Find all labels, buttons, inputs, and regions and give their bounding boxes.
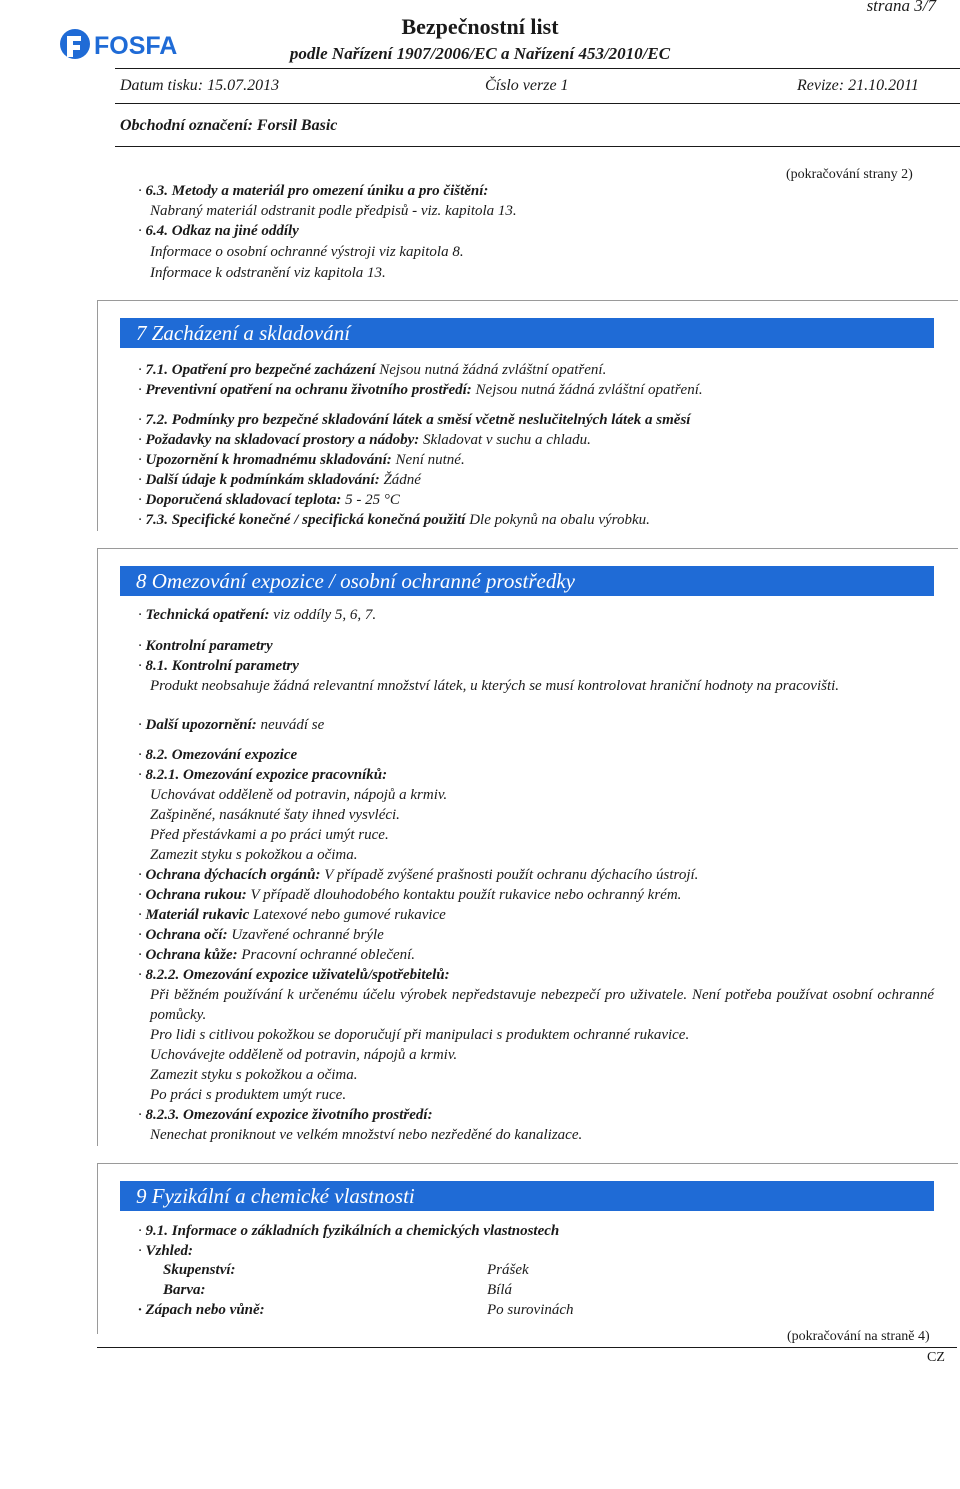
- s6-line-3: · 6.4. Odkaz na jiné oddíly: [138, 223, 299, 239]
- s8-line-5: · Další upozornění: neuvádí se: [138, 717, 325, 733]
- s8-line-9: Zašpiněné, nasáknuté šaty ihned vysvléci.: [150, 807, 400, 823]
- s6-line-5: Informace k odstranění viz kapitola 13.: [150, 265, 386, 281]
- section-9-title: 9 Fyzikální a chemické vlastnosti: [120, 1181, 934, 1211]
- s8-line-18: Při běžném používání k určenému účelu výrobek nepředstavuje nebezpečí pro uživatele. Není potřeba používat osobní ochranné pomůcky.: [150, 987, 934, 1023]
- s8-line-22: Po práci s produktem umýt ruce.: [150, 1087, 347, 1103]
- property-label-color: Barva:: [163, 1282, 206, 1298]
- section-7-title: 7 Zacházení a skladování: [120, 318, 934, 348]
- s7-line-6: · Další údaje k podmínkám skladování: Žádné: [138, 472, 421, 488]
- s8-line-16: · Ochrana kůže: Pracovní ochranné oblečení.: [138, 947, 416, 963]
- property-value-state: Prášek: [487, 1262, 529, 1278]
- s8-line-11: Zamezit styku s pokožkou a očima.: [150, 847, 358, 863]
- s9-line-1: · 9.1. Informace o základních fyzikálních a chemických vlastnostech: [138, 1223, 560, 1239]
- document-subtitle: podle Nařízení 1907/2006/EC a Nařízení 453/2010/EC: [289, 44, 671, 63]
- s7-line-2: · Preventivní opatření na ochranu životního prostředí: Nejsou nutná žádná zvláštní opatření.: [138, 382, 703, 398]
- s8-line-8: Uchovávat odděleně od potravin, nápojů a krmiv.: [150, 787, 448, 803]
- s8-line-13: · Ochrana rukou: V případě dlouhodobého kontaktu použít rukavice nebo ochranný krém.: [138, 887, 682, 903]
- s8-line-10: Před přestávkami a po práci umýt ruce.: [150, 827, 389, 843]
- s6-line-1: · 6.3. Metody a materiál pro omezení úniku a pro čištění:: [138, 183, 489, 199]
- page-number: strana 3/7: [866, 0, 936, 15]
- revision-date: Revize: 21.10.2011: [797, 77, 919, 94]
- document-title: Bezpečnostní list: [401, 14, 559, 39]
- section-8-title: 8 Omezování expozice / osobní ochranné prostředky: [120, 566, 934, 596]
- s8-line-2: · Kontrolní parametry: [138, 638, 273, 654]
- s8-line-1: · Technická opatření: viz oddíly 5, 6, 7.: [138, 607, 377, 623]
- s7-line-3: · 7.2. Podmínky pro bezpečné skladování látek a směsí včetně neslučitelných látek a směsí: [138, 412, 691, 428]
- logo-wordmark: FOSFA: [94, 32, 178, 60]
- trade-name: Obchodní označení: Forsil Basic: [120, 117, 338, 134]
- property-value-color: Bílá: [487, 1282, 512, 1298]
- s8-line-12: · Ochrana dýchacích orgánů: V případě zvýšené prašnosti použít ochranu dýchacího ústrojí.: [138, 867, 699, 883]
- s8-line-14: · Materiál rukavic Latexové nebo gumové rukavice: [138, 907, 446, 923]
- continued-from: (pokračování strany 2): [786, 167, 913, 182]
- s8-line-23: · 8.2.3. Omezování expozice životního prostředí:: [138, 1107, 433, 1123]
- s8-line-3: · 8.1. Kontrolní parametry: [138, 658, 299, 674]
- s7-line-7: · Doporučená skladovací teplota: 5 - 25 °C: [138, 492, 400, 508]
- s7-line-8: · 7.3. Specifické konečné / specifická konečná použití Dle pokynů na obalu výrobku.: [138, 512, 650, 528]
- s8-line-6: · 8.2. Omezování expozice: [138, 747, 298, 763]
- property-label-state: Skupenství:: [163, 1262, 236, 1278]
- s7-line-5: · Upozornění k hromadnému skladování: Není nutné.: [138, 452, 465, 468]
- property-value-odor: Po surovinách: [487, 1302, 574, 1318]
- s8-line-24: Nenechat proniknout ve velkém množství nebo nezředěné do kanalizace.: [150, 1127, 583, 1143]
- s8-line-21: Zamezit styku s pokožkou a očima.: [150, 1067, 358, 1083]
- s9-line-2: · Vzhled:: [138, 1243, 194, 1259]
- footer-divider: [97, 1347, 957, 1348]
- s8-line-17: · 8.2.2. Omezování expozice uživatelů/spotřebitelů:: [138, 967, 450, 983]
- language-code: CZ: [927, 1350, 945, 1365]
- print-date: Datum tisku: 15.07.2013: [120, 77, 280, 94]
- s6-line-4: Informace o osobní ochranné výstroji viz kapitola 8.: [150, 244, 464, 260]
- property-label-odor: · Zápach nebo vůně:: [138, 1302, 265, 1318]
- header-divider-3: [115, 146, 960, 147]
- s8-line-15: · Ochrana očí: Uzavřené ochranné brýle: [138, 927, 384, 943]
- s8-line-7: · 8.2.1. Omezování expozice pracovníků:: [138, 767, 388, 783]
- s8-line-4: Produkt neobsahuje žádná relevantní množství látek, u kterých se musí kontrolovat hraniční hodnoty na pracovišti.: [150, 678, 840, 694]
- version-number: Číslo verze 1: [485, 77, 569, 94]
- header-divider-2: [115, 103, 960, 104]
- s6-line-2: Nabraný materiál odstranit podle předpisů - viz. kapitola 13.: [150, 203, 517, 219]
- header-divider: [115, 68, 960, 69]
- s8-line-20: Uchovávejte odděleně od potravin, nápojů a krmiv.: [150, 1047, 458, 1063]
- s7-line-4: · Požadavky na skladovací prostory a nádoby: Skladovat v suchu a chladu.: [138, 432, 591, 448]
- continued-to: (pokračování na straně 4): [787, 1329, 930, 1344]
- s8-line-19: Pro lidi s citlivou pokožkou se doporučují při manipulaci s produktem ochranné rukavice.: [150, 1027, 690, 1043]
- s7-line-1: · 7.1. Opatření pro bezpečné zacházení Nejsou nutná žádná zvláštní opatření.: [138, 362, 607, 378]
